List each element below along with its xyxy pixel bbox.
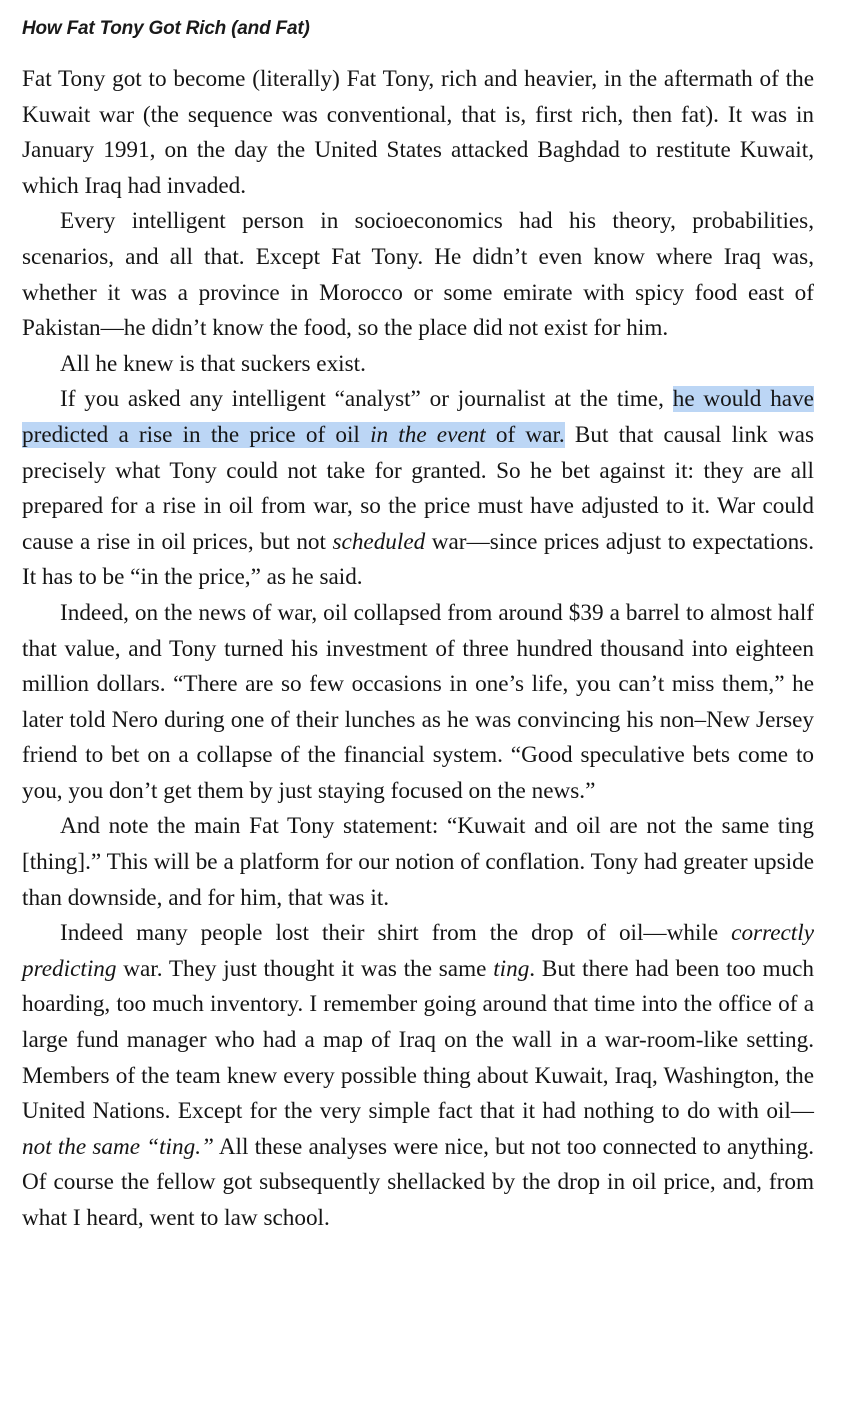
text-run: Fat Tony got to become (literally) Fat Tony, rich and heavier, in the aftermath of the Kuwait war (the sequence was conventional, that is, first rich, then fat). It was in January 1991, on the day the United States attacked Baghdad to restitute Kuwait, which Iraq had invaded. [22, 66, 814, 199]
text-run: All he knew is that suckers exist. [60, 350, 366, 377]
text-run: war—since prices adjust to expectations. It has to be “in the price,” as he said. [22, 528, 814, 591]
text-run: war. They just thought it was the same [116, 955, 494, 982]
text-run: If you asked any intelligent “analyst” or journalist at the time, [60, 386, 673, 413]
italic-text: correctly predicting [22, 920, 814, 982]
paragraph-p4 [22, 382, 814, 596]
paragraph-p1 [22, 62, 814, 204]
text-run: But that causal link was precisely what Tony could not take for granted. So he bet against it: they are all prepared for a rise in oil from war, so the price must have adjusted to it. War could cause a rise in oil prices, but not [22, 421, 814, 555]
paragraph-p2 [22, 204, 814, 346]
text-run: Indeed, on the news of war, oil collapsed from around $39 a barrel to almost half that value, and Tony turned his investment of three hundred thousand into eighteen million dollars. “There are so few occasions in one’s life, you can’t miss them,” he later told Nero during one of their lunches as he was convincing his non–New Jersey friend to bet on a collapse of the financial system. “Good speculative bets come to you, you don’t get them by just staying focused on the news.” [22, 599, 814, 804]
body-text [22, 62, 814, 1237]
highlighted-text[interactable]: of war. [485, 421, 565, 448]
text-run: And note the main Fat Tony statement: “Kuwait and oil are not the same ting [thing].” This will be a platform for our notion of conflation. Tony had greater upside than downside, and for him, that was it. [22, 813, 814, 911]
paragraph-p7 [22, 916, 814, 1236]
italic-text: scheduled [332, 528, 426, 555]
paragraph-p3 [22, 347, 814, 383]
paragraph-p5 [22, 596, 814, 810]
italic-text: ting [493, 955, 530, 982]
highlighted-text[interactable]: in the event [370, 421, 486, 448]
italic-text: not the same “ting.” [22, 1133, 214, 1160]
text-run: All these analyses were nice, but not too connected to anything. Of course the fellow got subsequently shellacked by the drop in oil price, and, from what I heard, went to law school. [22, 1133, 814, 1231]
paragraph-p6 [22, 809, 814, 916]
text-run: Indeed many people lost their shirt from the drop of oil—while [60, 920, 732, 947]
text-run: Every intelligent person in socioeconomics had his theory, probabilities, scenarios, and all that. Except Fat Tony. He didn’t even know where Iraq was, whether it was a province in Morocco or some emirate with spicy food east of Pakistan—he didn’t know the food, so the place did not exist for him. [22, 208, 814, 342]
book-page [22, 18, 814, 1237]
text-run: . But there had been too much hoarding, too much inventory. I remember going around that time into the office of a large fund manager who had a map of Iraq on the wall in a war-room-like setting. Members of the team knew every possible thing about Kuwait, Iraq, Washington, the United Nations. Except for the very simple fact that it had nothing to do with oil— [22, 955, 814, 1125]
highlighted-text[interactable]: he would have predicted a rise in the price of oil [22, 386, 814, 448]
section-heading: How Fat Tony Got Rich (and Fat) [22, 18, 310, 39]
